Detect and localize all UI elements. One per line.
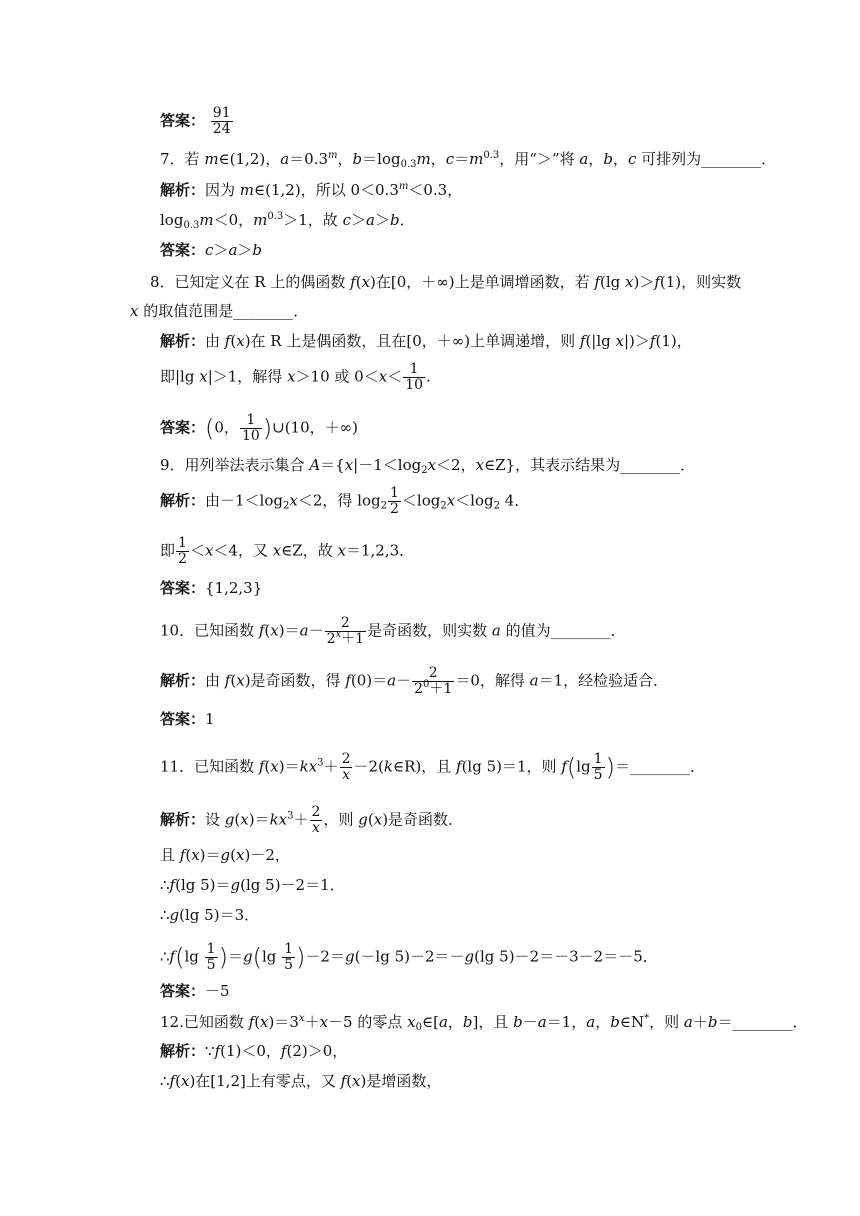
solution-10: 解析：由 f(x)是奇函数，得 f(0)＝a－ $\frac{2}{2^0+1}$ ＝0，解得 a＝1，经检验适合． <box>160 665 669 697</box>
solution-8-line-1: 解析：由 f(x)在 R 上是偶函数，且在[0，＋∞)上单调递增，则 f(|lg x|)＞f(1)， <box>160 332 692 350</box>
answer-7: 答案：c＞a＞b <box>160 241 263 259</box>
question-10: 10．已知函数 f(x)＝a－ $\frac{2}{2^x+1}$ 是奇函数，则实数 a 的值为________． <box>160 615 626 647</box>
answer-6 <box>160 106 234 137</box>
answer-6-fraction: $\frac{91}{24}$ <box>212 105 231 137</box>
answer-label: 答案： <box>160 111 206 130</box>
question-8-line-1: 8．已知定义在 R 上的偶函数 f(x)在[0，＋∞)上是单调增函数，若 f(lg x)＞f(1)，则实数 <box>150 273 742 291</box>
answer-11: 答案：－5 <box>160 982 230 1000</box>
solution-11-line-2: 且 f(x)＝g(x)－2， <box>160 846 290 864</box>
question-8-line-2: x 的取值范围是________． <box>130 302 309 320</box>
solution-9-line-2: 即 $\frac{1}{2}$ ＜x＜4，又 x∈Z，故 x＝1,2,3． <box>160 535 415 567</box>
solution-12-line-1: 解析：∵f(1)＜0，f(2)＞0， <box>160 1042 348 1060</box>
solution-7-line-2: $\log_{0.3}m<0$，$m^{0.3}>1$，故 c＞a＞b． <box>160 211 415 231</box>
solution-11-line-1: 解析：设 $g(x)=kx^3+$ $\frac{2}{x}$ ，则 g(x)是奇函数． <box>160 804 464 836</box>
solution-11-line-4: ∴g(lg 5)＝3． <box>160 906 260 924</box>
question-12: 12.已知函数 $f(x)=3^x+x-5$ 的零点 $x_0\in[a$，b]，且 b－a＝1，a，b∈N*，则 a＋b＝________． <box>160 1013 808 1033</box>
solution-9-line-1: 解析：由$-1<\log_2x<2$，得 $\log_2$ $\frac{1}{2}$ $<\log_2x<\log_2$ 4． <box>160 485 530 517</box>
solution-11-line-3: ∴f(lg 5)＝g(lg 5)－2＝1． <box>160 876 345 894</box>
solution-12-line-2: ∴f(x)在[1,2]上有零点，又 f(x)是增函数， <box>160 1072 442 1090</box>
answer-9: 答案：{1,2,3} <box>160 579 263 597</box>
question-11: 11．已知函数 $f(x)=kx^3+$ $\frac{2}{x}$ －2(k∈R)，且 f(lg 5)＝1，则 f(lg $\frac{1}{5}$ )＝________． <box>160 751 705 783</box>
question-9: 9．用列举法表示集合 $A=\{x|-1<\log_2x<2$，x∈Z}，其表示结果为________． <box>160 456 696 476</box>
solution-8-line-2: 即|lg x|＞1，解得 x＞10 或 0＜x＜ $\frac{1}{10}$ . <box>160 361 431 393</box>
solution-11-line-5: ∴f(lg $\frac{1}{5}$ )＝g(lg $\frac{1}{5}$ )－2＝g(－lg 5)－2＝－g(lg 5)－2＝－3－2＝－5． <box>160 941 658 973</box>
answer-8: 答案：(0， $\frac{1}{10}$ )∪(10，＋∞) <box>160 412 358 444</box>
answer-10: 答案：1 <box>160 710 215 728</box>
question-7: 7．若 m∈(1,2)，$a=0.3^m$，$b=\log_{0.3}m$，$c=m^{0.3}$，用“＞”将 a，b，c 可排列为________． <box>160 150 777 170</box>
solution-7-line-1: 解析：因为 m∈(1,2)，所以 $0<0.3^m<0.3$， <box>160 181 463 199</box>
